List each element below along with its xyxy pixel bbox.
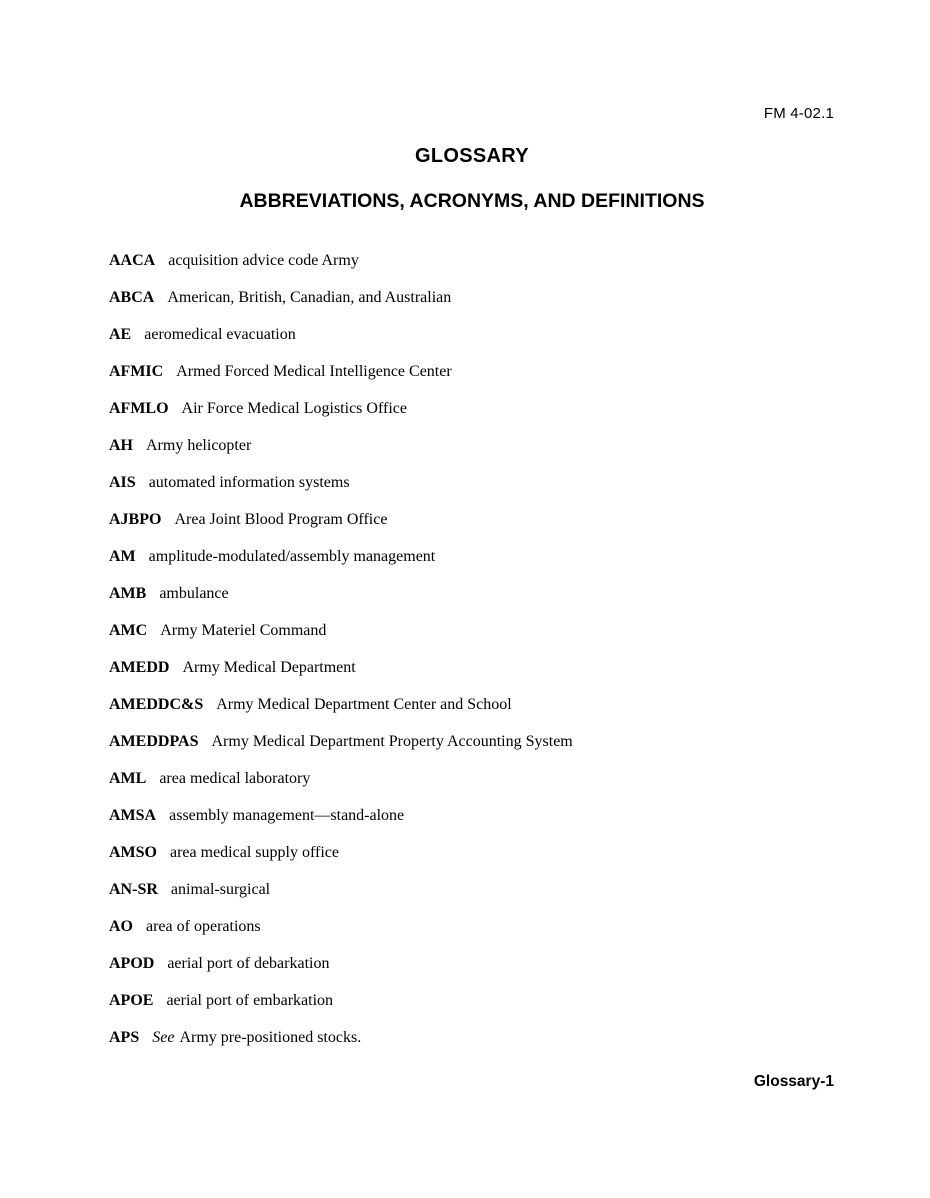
glossary-definition: aerial port of debarkation xyxy=(167,955,330,972)
glossary-definition: Area Joint Blood Program Office xyxy=(174,511,388,528)
glossary-definition: acquisition advice code Army xyxy=(168,252,359,269)
glossary-term: AMEDD xyxy=(109,659,170,676)
glossary-entry xyxy=(109,620,573,657)
glossary-definition: American, British, Canadian, and Australian xyxy=(167,289,452,306)
glossary-term: AE xyxy=(109,326,132,343)
glossary-definition: Armed Forced Medical Intelligence Center xyxy=(176,363,452,380)
glossary-term: AO xyxy=(109,918,133,935)
glossary-term: AMSA xyxy=(109,807,157,824)
glossary-entry xyxy=(109,842,573,879)
glossary-entry xyxy=(109,509,573,546)
glossary-entry xyxy=(109,694,573,731)
glossary-definition: Army Materiel Command xyxy=(160,622,327,639)
glossary-definition: Air Force Medical Logistics Office xyxy=(181,400,407,417)
glossary-definition: Army Medical Department xyxy=(182,659,356,676)
glossary-see-reference: See xyxy=(152,1029,175,1046)
glossary-definition: Army Medical Department Center and School xyxy=(216,696,512,713)
glossary-term: AH xyxy=(109,437,133,454)
document-number: FM 4-02.1 xyxy=(763,105,834,122)
glossary-definition: area medical supply office xyxy=(170,844,339,861)
glossary-definition: animal-surgical xyxy=(170,881,271,898)
glossary-entry xyxy=(109,731,573,768)
glossary-entry xyxy=(109,546,573,583)
glossary-term: AIS xyxy=(109,474,136,491)
glossary-term: AMB xyxy=(109,585,147,602)
glossary-term: AFMLO xyxy=(109,400,169,417)
glossary-term: ABCA xyxy=(109,289,155,306)
glossary-term: AN-SR xyxy=(109,881,158,898)
glossary-entry xyxy=(109,657,573,694)
glossary-definition: Army pre-positioned stocks. xyxy=(179,1029,362,1046)
glossary-term: AJBPO xyxy=(109,511,162,528)
glossary-definition: aeromedical evacuation xyxy=(144,326,296,343)
glossary-definition: aerial port of embarkation xyxy=(166,992,334,1009)
page-title: GLOSSARY xyxy=(415,145,529,167)
glossary-term: AACA xyxy=(109,252,156,269)
glossary-definition: amplitude-modulated/assembly management xyxy=(148,548,436,565)
glossary-term: APOD xyxy=(109,955,155,972)
glossary-entry xyxy=(109,916,573,953)
glossary-definition: ambulance xyxy=(159,585,229,602)
glossary-entry xyxy=(109,287,573,324)
glossary-definition: area of operations xyxy=(146,918,261,935)
glossary-entry xyxy=(109,583,573,620)
glossary-term: AMSO xyxy=(109,844,157,861)
glossary-term: APS xyxy=(109,1029,140,1046)
glossary-term: AMEDDPAS xyxy=(109,733,199,750)
glossary-term: AMEDDC&S xyxy=(109,696,204,713)
glossary-definition: Army helicopter xyxy=(146,437,252,454)
glossary-entry xyxy=(109,435,573,472)
glossary-entry xyxy=(109,805,573,842)
glossary-entry xyxy=(109,398,573,435)
glossary-term: AFMIC xyxy=(109,363,164,380)
glossary-term: APOE xyxy=(109,992,154,1009)
page-subtitle: ABBREVIATIONS, ACRONYMS, AND DEFINITIONS xyxy=(239,190,705,212)
glossary-entry xyxy=(109,768,573,805)
glossary-entry xyxy=(109,472,573,509)
glossary-entry xyxy=(109,361,573,398)
glossary-definition: area medical laboratory xyxy=(159,770,311,787)
glossary-entry xyxy=(109,990,573,1027)
page-number: Glossary-1 xyxy=(753,1073,834,1090)
glossary-term: AMC xyxy=(109,622,148,639)
glossary-entry xyxy=(109,324,573,361)
glossary-list xyxy=(109,250,573,1064)
glossary-definition: assembly management—stand-alone xyxy=(169,807,405,824)
glossary-entry xyxy=(109,879,573,916)
glossary-entry xyxy=(109,250,573,287)
glossary-definition: automated information systems xyxy=(148,474,350,491)
glossary-entry xyxy=(109,1027,573,1064)
glossary-term: AM xyxy=(109,548,136,565)
glossary-definition: Army Medical Department Property Accounting System xyxy=(211,733,573,750)
glossary-term: AML xyxy=(109,770,147,787)
glossary-entry xyxy=(109,953,573,990)
